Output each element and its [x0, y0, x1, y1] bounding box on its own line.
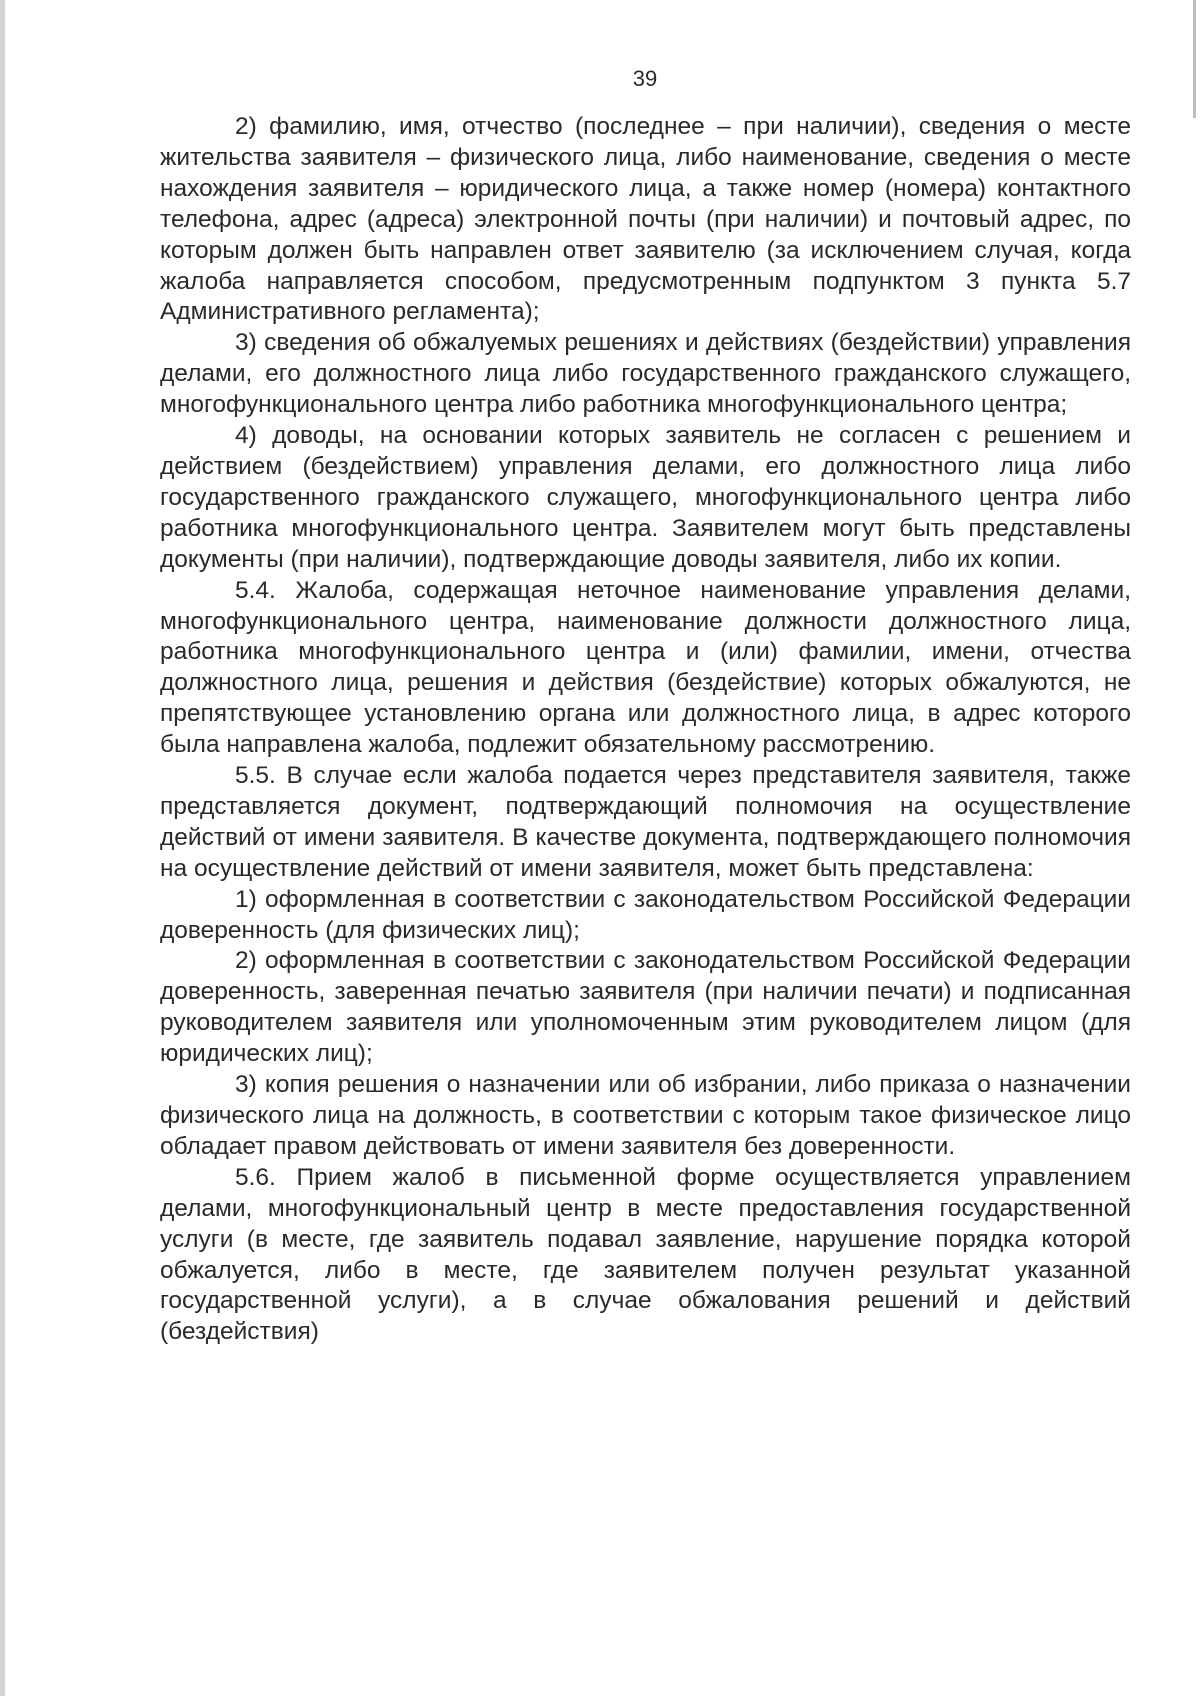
paragraph-appointment-decision: 3) копия решения о назначении или об избрании, либо приказа о назначении физического лица на должность, в соответствии с которым такое физическое лицо обладает правом действовать от имени заявителя без доверенности. — [160, 1071, 1131, 1160]
paragraph-power-of-attorney-legal: 2) оформленная в соответствии с законодательством Российской Федерации доверенность, заверенная печатью заявителя (при наличии печати) и подписанная руководителем заявителя или уполномоченным этим руководителем лицом (для юридических лиц); — [160, 947, 1131, 1068]
paragraph-appealed-decisions: 3) сведения об обжалуемых решениях и действиях (бездействии) управления делами, его должностного лица либо государственного гражданского служащего, многофункционального центра либо работника многофункционального центра; — [160, 329, 1131, 419]
page-right-border — [1193, 0, 1196, 118]
page-left-border — [0, 0, 5, 1696]
paragraph-power-of-attorney-individual: 1) оформленная в соответствии с законодательством Российской Федерации доверенность (для физических лиц); — [160, 885, 1131, 944]
document-body — [160, 112, 1131, 1348]
paragraph-5-4: 5.4. Жалоба, содержащая неточное наименование управления делами, многофункционального центра, наименование должности должностного лица, работника многофункционального центра и (или) фамилии, имени, отчества должностного лица, решения и действия (бездействие) которых обжалуются, не препятствующее установлению органа или должностного лица, в адрес которого была направлена жалоба, подлежит обязательному рассмотрению. — [160, 576, 1131, 759]
paragraph-5-6: 5.6. Прием жалоб в письменной форме осуществляется управлением делами, многофункциональный центр в месте предоставления государственной услуги (в месте, где заявитель подавал заявление, нарушение порядка которой обжалуется, либо в месте, где заявителем получен результат указанной государственной услуги), а в случае обжалования решений и действий (бездействия) — [160, 1163, 1131, 1346]
paragraph-5-5: 5.5. В случае если жалоба подается через представителя заявителя, также представляется документ, подтверждающий полномочия на осуществление действий от имени заявителя. В качестве документа, подтверждающего полномочия на осуществление действий от имени заявителя, может быть представлена: — [160, 762, 1131, 882]
page-number: 39 — [632, 66, 658, 91]
paragraph-arguments: 4) доводы, на основании которых заявитель не согласен с решением и действием (бездействием) управления делами, его должностного лица либо государственного гражданского служащего, многофункционального центра либо работника многофункционального центра. Заявителем могут быть представлены документы (при наличии), подтверждающие доводы заявителя, либо их копии. — [160, 422, 1131, 573]
paragraph-applicant-name: 2) фамилию, имя, отчество (последнее – при наличии), сведения о месте жительства заявителя – физического лица, либо наименование, сведения о месте нахождения заявителя – юридического лица, а также номер (номера) контактного телефона, адрес (адреса) электронной почты (при наличии) и почтовый адрес, по которым должен быть направлен ответ заявителю (за исключением случая, когда жалоба направляется способом, предусмотренным подпунктом 3 пункта 5.7 Административного регламента); — [160, 113, 1131, 326]
